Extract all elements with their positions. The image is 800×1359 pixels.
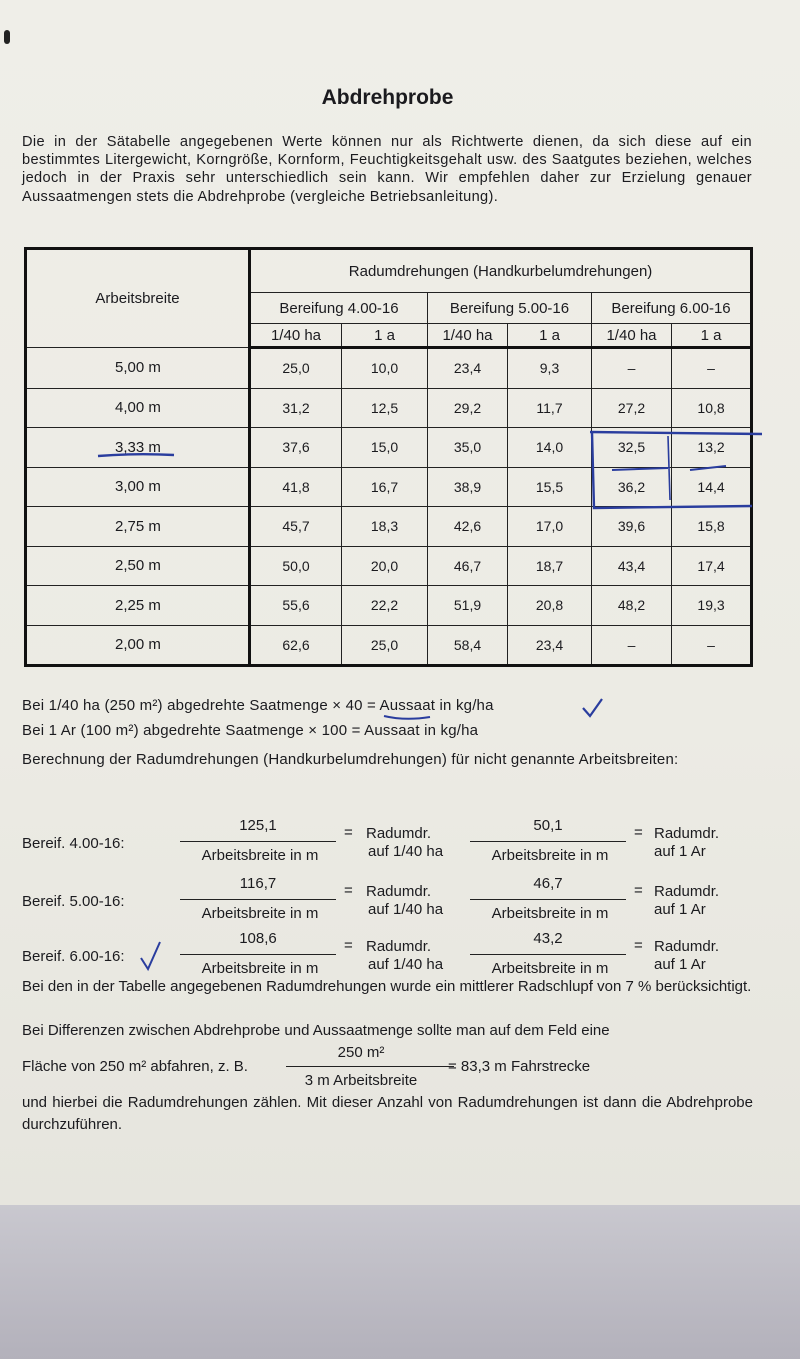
cell-value: 15,0 xyxy=(342,428,428,468)
formula-denominator: Arbeitsbreite in m xyxy=(201,905,319,922)
formula-numerator-ha: 108,6 xyxy=(239,930,277,947)
formula-numerator-a: 43,2 xyxy=(533,930,563,947)
formula-result-a: Radumdr. xyxy=(654,883,720,900)
cell-value: – xyxy=(672,625,752,666)
cell-arbeitsbreite: 3,00 m xyxy=(26,467,250,507)
formula-label: Bereif. 5.00-16: xyxy=(22,893,125,910)
cell-value: 10,0 xyxy=(342,348,428,389)
table-row xyxy=(26,467,752,507)
cell-value: 39,6 xyxy=(592,507,672,547)
cell-value: 25,0 xyxy=(342,625,428,666)
header-tire-5: Bereifung 5.00-16 xyxy=(428,293,592,324)
cell-value: 62,6 xyxy=(250,625,342,666)
cell-value: 38,9 xyxy=(428,467,508,507)
cell-arbeitsbreite: 2,50 m xyxy=(26,546,250,586)
formula-denominator: Arbeitsbreite in m xyxy=(491,960,609,977)
formula-label: Bereif. 4.00-16: xyxy=(22,835,125,852)
header-unit-ha: 1/40 ha xyxy=(592,324,672,348)
header-unit-a: 1 a xyxy=(672,324,752,348)
cell-value: 48,2 xyxy=(592,586,672,626)
formula-equals: = xyxy=(344,824,353,841)
header-unit-a: 1 a xyxy=(508,324,592,348)
cell-value: 50,0 xyxy=(250,546,342,586)
formula-result-ha: Radumdr. xyxy=(366,825,432,842)
table-row xyxy=(26,586,752,626)
table-row xyxy=(26,546,752,586)
footer-paragraph-count: und hierbei die Radumdrehungen zählen. Mit dieser Anzahl von Radumdrehungen ist dann die Abdrehprobe durchzuführen. xyxy=(22,1094,753,1133)
cell-arbeitsbreite: 3,33 m xyxy=(26,428,250,468)
example-denominator: 3 m Arbeitsbreite xyxy=(304,1072,418,1089)
note-ar: Bei 1 Ar (100 m²) abgedrehte Saatmenge × 100 = Aussaat in kg/ha xyxy=(22,722,479,739)
table-row xyxy=(26,428,752,468)
cell-arbeitsbreite: 2,25 m xyxy=(26,586,250,626)
formula-denominator: Arbeitsbreite in m xyxy=(491,847,609,864)
cell-arbeitsbreite: 5,00 m xyxy=(26,348,250,389)
page-title: Abdrehprobe xyxy=(321,86,454,109)
cell-value: 42,6 xyxy=(428,507,508,547)
footer-paragraph-slip: Bei den in der Tabelle angegebenen Radumdrehungen wurde ein mittlerer Radschlupf von 7 % berücksichtigt. xyxy=(22,978,752,995)
header-arbeitsbreite: Arbeitsbreite xyxy=(26,249,250,348)
background-surface xyxy=(0,1205,800,1359)
table-row xyxy=(26,348,752,389)
header-tire-6: Bereifung 6.00-16 xyxy=(592,293,752,324)
cell-value: 14,4 xyxy=(672,467,752,507)
cell-value: 43,4 xyxy=(592,546,672,586)
cell-value: – xyxy=(592,625,672,666)
example-fraction-line xyxy=(286,1066,454,1067)
formula-result-a-unit: auf 1 Ar xyxy=(654,843,706,860)
formula-fraction-line xyxy=(470,899,626,900)
formula-fraction-line xyxy=(180,841,336,842)
header-radumdrehungen: Radumdrehungen (Handkurbelumdrehungen) xyxy=(250,249,752,293)
example-lead: Fläche von 250 m² abfahren, z. B. xyxy=(22,1058,248,1075)
cell-value: 12,5 xyxy=(342,388,428,428)
formula-result-ha-unit: auf 1/40 ha xyxy=(368,901,444,918)
cell-value: 55,6 xyxy=(250,586,342,626)
formula-equals: = xyxy=(344,882,353,899)
header-unit-ha: 1/40 ha xyxy=(250,324,342,348)
note-ha: Bei 1/40 ha (250 m²) abgedrehte Saatmenge × 40 = Aussaat in kg/ha xyxy=(22,697,494,714)
formula-equals: = xyxy=(634,882,643,899)
formula-result-ha-unit: auf 1/40 ha xyxy=(368,956,444,973)
formula-denominator: Arbeitsbreite in m xyxy=(201,847,319,864)
formula-label: Bereif. 6.00-16: xyxy=(22,948,125,965)
ink-spot xyxy=(4,30,10,44)
cell-value: 35,0 xyxy=(428,428,508,468)
header-unit-a: 1 a xyxy=(342,324,428,348)
cell-value: 16,7 xyxy=(342,467,428,507)
formula-result-a-unit: auf 1 Ar xyxy=(654,956,706,973)
cell-arbeitsbreite: 2,75 m xyxy=(26,507,250,547)
cell-arbeitsbreite: 4,00 m xyxy=(26,388,250,428)
formula-result-a: Radumdr. xyxy=(654,938,720,955)
cell-value: 45,7 xyxy=(250,507,342,547)
cell-value: 25,0 xyxy=(250,348,342,389)
formula-numerator-ha: 116,7 xyxy=(239,875,277,892)
formula-equals: = xyxy=(344,937,353,954)
cell-value: 10,8 xyxy=(672,388,752,428)
cell-value: 41,8 xyxy=(250,467,342,507)
formula-fraction-line xyxy=(470,954,626,955)
cell-value: 23,4 xyxy=(508,625,592,666)
cell-value: 18,3 xyxy=(342,507,428,547)
note-calc-intro: Berechnung der Radumdrehungen (Handkurbelumdrehungen) für nicht genannte Arbeitsbreiten: xyxy=(22,751,679,768)
cell-value: 11,7 xyxy=(508,388,592,428)
formula-result-a: Radumdr. xyxy=(654,825,720,842)
cell-value: 32,5 xyxy=(592,428,672,468)
table-row xyxy=(26,388,752,428)
cell-value: 15,5 xyxy=(508,467,592,507)
cell-arbeitsbreite: 2,00 m xyxy=(26,625,250,666)
cell-value: 13,2 xyxy=(672,428,752,468)
formula-numerator-a: 46,7 xyxy=(533,875,563,892)
formula-fraction-line xyxy=(180,954,336,955)
cell-value: 20,0 xyxy=(342,546,428,586)
formula-result-a-unit: auf 1 Ar xyxy=(654,901,706,918)
formula-numerator-a: 50,1 xyxy=(533,817,563,834)
cell-value: 27,2 xyxy=(592,388,672,428)
intro-paragraph: Die in der Sätabelle angegebenen Werte können nur als Richtwerte dienen, da sich diese auf ein bestimmtes Litergewicht, Korngröße, Kornform, Feuchtigkeitsgehalt usw. des Saatgutes beziehen, welches jedoch in der Praxis sehr unterschiedlich sein kann. Wir empfehlen daher zur Erzielung genauer Aussaatmengen stets die Abdrehprobe (vergleiche Betriebsanleitung). xyxy=(22,134,752,205)
example-numerator: 250 m² xyxy=(337,1044,385,1061)
formula-fraction-line xyxy=(180,899,336,900)
cell-value: 17,4 xyxy=(672,546,752,586)
cell-value: 36,2 xyxy=(592,467,672,507)
formula-result-ha: Radumdr. xyxy=(366,938,432,955)
header-tire-4: Bereifung 4.00-16 xyxy=(250,293,428,324)
header-unit-ha: 1/40 ha xyxy=(428,324,508,348)
footer-paragraph-diff: Bei Differenzen zwischen Abdrehprobe und Aussaatmenge sollte man auf dem Feld eine xyxy=(22,1022,610,1039)
cell-value: 19,3 xyxy=(672,586,752,626)
cell-value: 17,0 xyxy=(508,507,592,547)
cell-value: – xyxy=(592,348,672,389)
formula-result-ha: Radumdr. xyxy=(366,883,432,900)
cell-value: 29,2 xyxy=(428,388,508,428)
formula-fraction-line xyxy=(470,841,626,842)
example-result: = 83,3 m Fahrstrecke xyxy=(448,1058,591,1075)
cell-value: 51,9 xyxy=(428,586,508,626)
cell-value: 31,2 xyxy=(250,388,342,428)
formula-denominator: Arbeitsbreite in m xyxy=(201,960,319,977)
cell-value: 20,8 xyxy=(508,586,592,626)
formula-equals: = xyxy=(634,824,643,841)
revolutions-table xyxy=(24,247,753,667)
cell-value: 9,3 xyxy=(508,348,592,389)
cell-value: 23,4 xyxy=(428,348,508,389)
formula-result-ha-unit: auf 1/40 ha xyxy=(368,843,444,860)
cell-value: – xyxy=(672,348,752,389)
cell-value: 18,7 xyxy=(508,546,592,586)
table-row xyxy=(26,507,752,547)
table-row xyxy=(26,625,752,666)
formula-numerator-ha: 125,1 xyxy=(239,817,277,834)
cell-value: 14,0 xyxy=(508,428,592,468)
cell-value: 15,8 xyxy=(672,507,752,547)
cell-value: 37,6 xyxy=(250,428,342,468)
formula-denominator: Arbeitsbreite in m xyxy=(491,905,609,922)
cell-value: 46,7 xyxy=(428,546,508,586)
formula-equals: = xyxy=(634,937,643,954)
cell-value: 22,2 xyxy=(342,586,428,626)
cell-value: 58,4 xyxy=(428,625,508,666)
